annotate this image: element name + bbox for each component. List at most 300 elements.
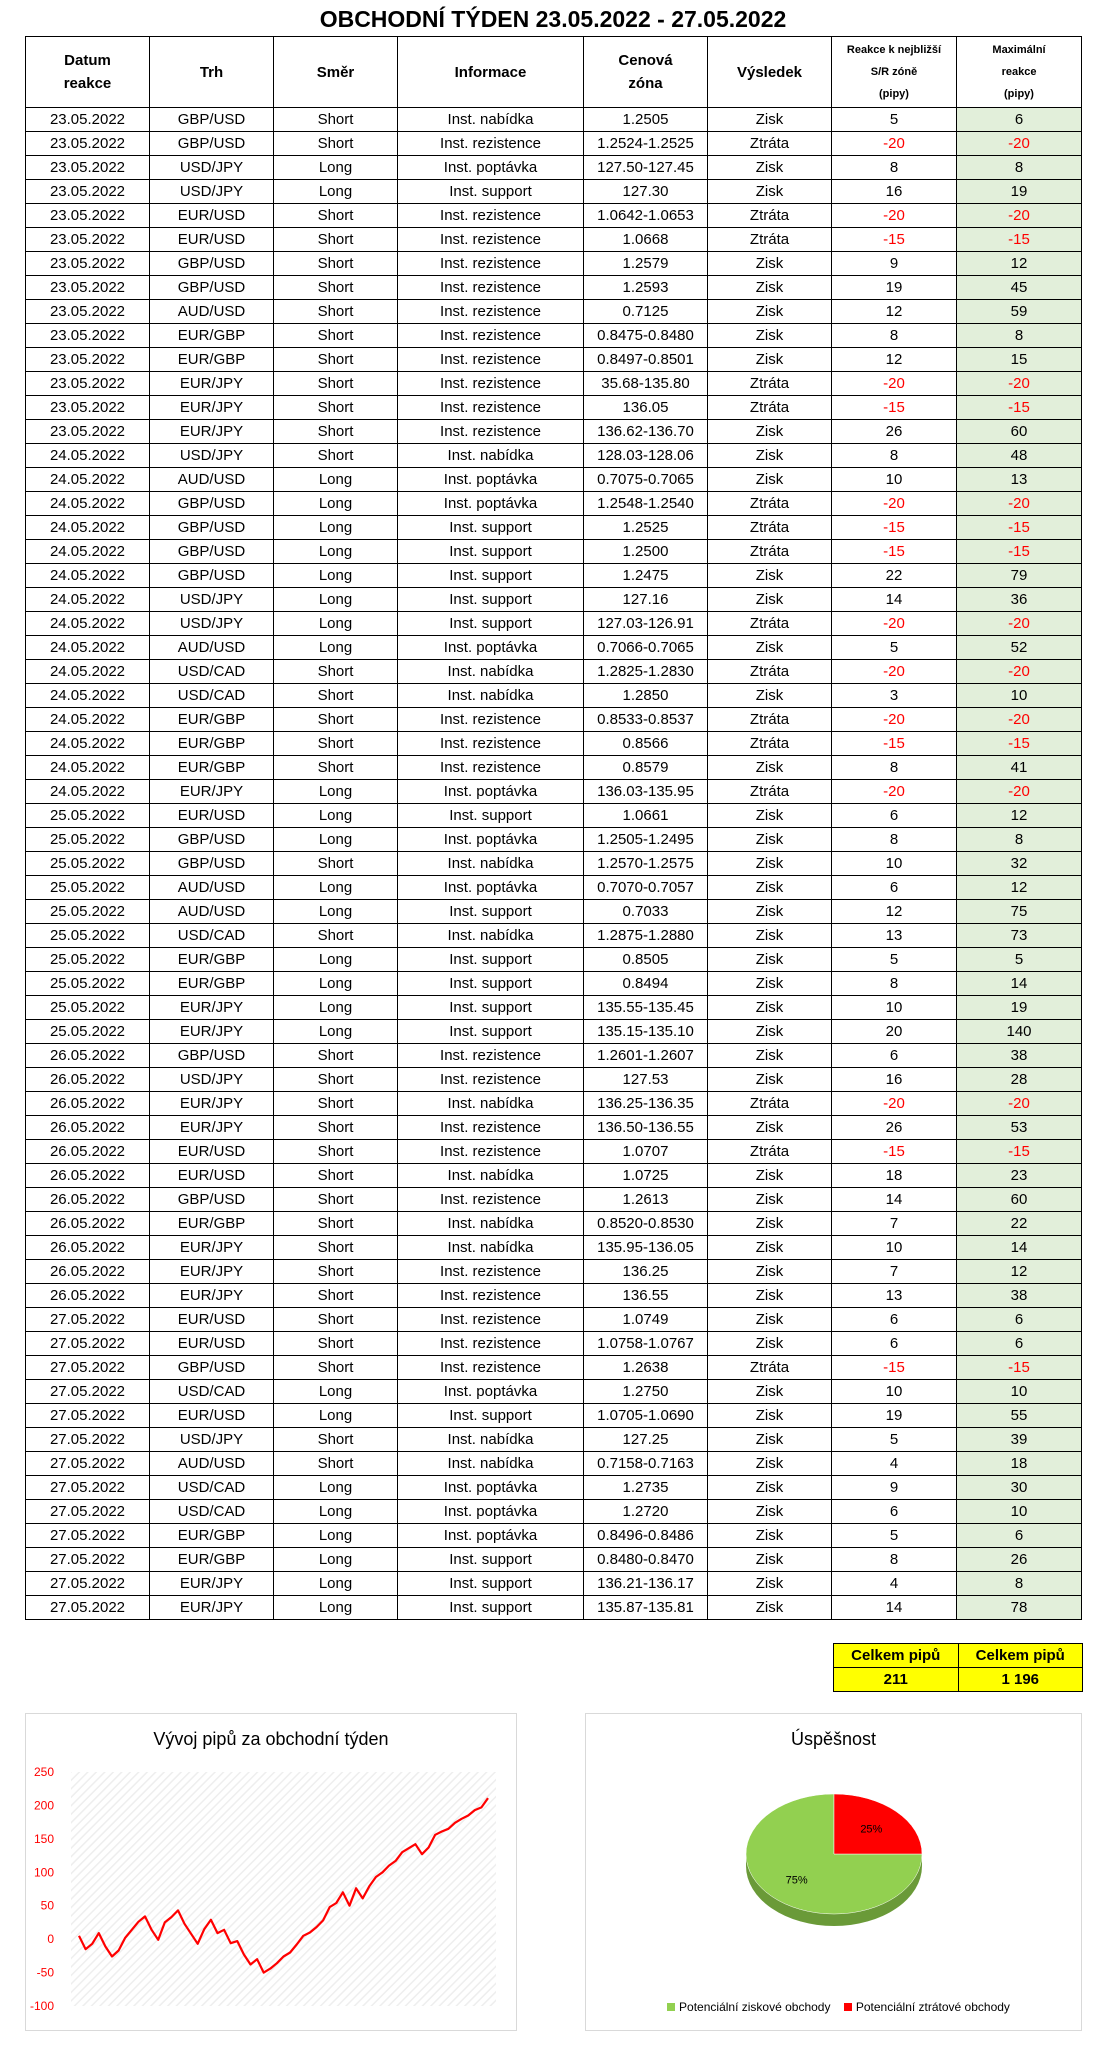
- cell-direction: Long: [274, 1380, 398, 1404]
- cell-reaction: 14: [832, 1188, 957, 1212]
- cell-result: Zisk: [708, 900, 832, 924]
- cell-info: Inst. poptávka: [398, 1476, 584, 1500]
- cell-reaction: 8: [832, 828, 957, 852]
- table-row: [26, 588, 1082, 612]
- cell-market: USD/JPY: [150, 156, 274, 180]
- cell-max-reaction: 15: [957, 348, 1082, 372]
- pie-chart-plot: [586, 1714, 1081, 2030]
- cell-price-zone: 1.2570-1.2575: [584, 852, 708, 876]
- table-row: [26, 804, 1082, 828]
- cell-max-reaction: 8: [957, 828, 1082, 852]
- cell-market: USD/CAD: [150, 1476, 274, 1500]
- table-row: [26, 276, 1082, 300]
- table-row: [26, 468, 1082, 492]
- cell-direction: Short: [274, 132, 398, 156]
- cell-result: Zisk: [708, 1212, 832, 1236]
- cell-info: Inst. rezistence: [398, 1116, 584, 1140]
- table-row: [26, 540, 1082, 564]
- table-row: [26, 636, 1082, 660]
- cell-direction: Short: [274, 1308, 398, 1332]
- cell-direction: Short: [274, 396, 398, 420]
- cell-max-reaction: 6: [957, 1308, 1082, 1332]
- cell-info: Inst. rezistence: [398, 252, 584, 276]
- cell-market: GBP/USD: [150, 852, 274, 876]
- cell-price-zone: 0.8497-0.8501: [584, 348, 708, 372]
- table-row: [26, 876, 1082, 900]
- cell-result: Zisk: [708, 1044, 832, 1068]
- cell-direction: Short: [274, 1332, 398, 1356]
- table-row: [26, 900, 1082, 924]
- cell-direction: Long: [274, 588, 398, 612]
- cell-direction: Long: [274, 492, 398, 516]
- cell-direction: Short: [274, 1284, 398, 1308]
- cell-date: 24.05.2022: [26, 516, 150, 540]
- cell-info: Inst. support: [398, 972, 584, 996]
- cell-price-zone: 1.2548-1.2540: [584, 492, 708, 516]
- cell-date: 27.05.2022: [26, 1596, 150, 1620]
- cell-max-reaction: 140: [957, 1020, 1082, 1044]
- cell-direction: Short: [274, 756, 398, 780]
- cell-price-zone: 0.7066-0.7065: [584, 636, 708, 660]
- cell-market: GBP/USD: [150, 516, 274, 540]
- cell-reaction: 3: [832, 684, 957, 708]
- cell-max-reaction: 8: [957, 1572, 1082, 1596]
- cell-max-reaction: 10: [957, 1380, 1082, 1404]
- pie-chart-title: Úspěšnost: [790, 1729, 877, 1749]
- cell-max-reaction: 75: [957, 900, 1082, 924]
- cell-direction: Short: [274, 1164, 398, 1188]
- cell-reaction: 16: [832, 1068, 957, 1092]
- table-row: [26, 348, 1082, 372]
- cell-market: GBP/USD: [150, 276, 274, 300]
- cell-reaction: 5: [832, 108, 957, 132]
- cell-reaction: 5: [832, 948, 957, 972]
- cell-max-reaction: -15: [957, 396, 1082, 420]
- cell-date: 26.05.2022: [26, 1068, 150, 1092]
- cell-market: EUR/JPY: [150, 996, 274, 1020]
- cell-market: GBP/USD: [150, 492, 274, 516]
- cell-price-zone: 135.87-135.81: [584, 1596, 708, 1620]
- cell-info: Inst. poptávka: [398, 1524, 584, 1548]
- cell-direction: Short: [274, 924, 398, 948]
- table-row: [26, 564, 1082, 588]
- cell-max-reaction: 78: [957, 1596, 1082, 1620]
- cell-result: Zisk: [708, 564, 832, 588]
- cell-info: Inst. nabídka: [398, 684, 584, 708]
- cell-max-reaction: 5: [957, 948, 1082, 972]
- cell-direction: Short: [274, 708, 398, 732]
- cell-direction: Long: [274, 636, 398, 660]
- cell-result: Zisk: [708, 756, 832, 780]
- table-row: [26, 1428, 1082, 1452]
- table-row: [26, 1116, 1082, 1140]
- cell-price-zone: 127.53: [584, 1068, 708, 1092]
- cell-info: Inst. rezistence: [398, 204, 584, 228]
- cell-market: EUR/GBP: [150, 1524, 274, 1548]
- cell-max-reaction: 36: [957, 588, 1082, 612]
- cell-direction: Long: [274, 1404, 398, 1428]
- cell-date: 24.05.2022: [26, 540, 150, 564]
- cell-date: 26.05.2022: [26, 1140, 150, 1164]
- cell-date: 27.05.2022: [26, 1332, 150, 1356]
- header-market: Trh: [150, 37, 274, 108]
- cell-market: EUR/USD: [150, 1308, 274, 1332]
- cell-price-zone: 1.2601-1.2607: [584, 1044, 708, 1068]
- cell-info: Inst. rezistence: [398, 1356, 584, 1380]
- cell-info: Inst. poptávka: [398, 828, 584, 852]
- header-direction: Směr: [274, 37, 398, 108]
- cell-reaction: -15: [832, 1356, 957, 1380]
- cell-max-reaction: 10: [957, 1500, 1082, 1524]
- cell-price-zone: 1.2825-1.2830: [584, 660, 708, 684]
- cell-max-reaction: 12: [957, 1260, 1082, 1284]
- cell-result: Ztráta: [708, 540, 832, 564]
- cell-reaction: 9: [832, 1476, 957, 1500]
- cell-date: 24.05.2022: [26, 444, 150, 468]
- y-tick-label: 100: [33, 1865, 54, 1880]
- cell-price-zone: 0.7125: [584, 300, 708, 324]
- cell-result: Ztráta: [708, 612, 832, 636]
- cell-market: GBP/USD: [150, 132, 274, 156]
- cell-price-zone: 1.0725: [584, 1164, 708, 1188]
- cell-info: Inst. nabídka: [398, 1212, 584, 1236]
- cell-date: 25.05.2022: [26, 1020, 150, 1044]
- cell-max-reaction: 22: [957, 1212, 1082, 1236]
- cell-price-zone: 1.2613: [584, 1188, 708, 1212]
- cell-price-zone: 1.2524-1.2525: [584, 132, 708, 156]
- cell-date: 24.05.2022: [26, 636, 150, 660]
- table-row: [26, 1140, 1082, 1164]
- cell-direction: Long: [274, 516, 398, 540]
- cell-date: 27.05.2022: [26, 1308, 150, 1332]
- cell-direction: Long: [274, 1476, 398, 1500]
- table-row: [26, 1260, 1082, 1284]
- cell-info: Inst. rezistence: [398, 1284, 584, 1308]
- cell-date: 23.05.2022: [26, 300, 150, 324]
- cell-info: Inst. support: [398, 900, 584, 924]
- cell-direction: Short: [274, 204, 398, 228]
- cell-direction: Long: [274, 180, 398, 204]
- cell-market: EUR/GBP: [150, 1548, 274, 1572]
- cell-direction: Long: [274, 468, 398, 492]
- cell-reaction: 8: [832, 444, 957, 468]
- cell-reaction: 12: [832, 300, 957, 324]
- cell-reaction: -20: [832, 1092, 957, 1116]
- cell-market: USD/JPY: [150, 612, 274, 636]
- cell-result: Zisk: [708, 1260, 832, 1284]
- table-row: [26, 708, 1082, 732]
- cell-price-zone: 0.8475-0.8480: [584, 324, 708, 348]
- cell-price-zone: 1.0705-1.0690: [584, 1404, 708, 1428]
- cell-price-zone: 1.0707: [584, 1140, 708, 1164]
- cell-result: Zisk: [708, 276, 832, 300]
- cell-market: EUR/USD: [150, 1332, 274, 1356]
- cell-price-zone: 0.7070-0.7057: [584, 876, 708, 900]
- cell-max-reaction: 52: [957, 636, 1082, 660]
- cell-direction: Short: [274, 660, 398, 684]
- cell-reaction: 26: [832, 420, 957, 444]
- table-row: [26, 1044, 1082, 1068]
- cell-price-zone: 35.68-135.80: [584, 372, 708, 396]
- cell-direction: Long: [274, 1596, 398, 1620]
- pie-chart: [585, 1713, 1082, 2031]
- cell-max-reaction: 73: [957, 924, 1082, 948]
- cell-direction: Long: [274, 156, 398, 180]
- cell-market: EUR/JPY: [150, 1092, 274, 1116]
- cell-max-reaction: 26: [957, 1548, 1082, 1572]
- cell-date: 23.05.2022: [26, 276, 150, 300]
- cell-result: Ztráta: [708, 204, 832, 228]
- cell-direction: Long: [274, 1572, 398, 1596]
- cell-reaction: -15: [832, 396, 957, 420]
- cell-reaction: 13: [832, 1284, 957, 1308]
- cell-reaction: -20: [832, 708, 957, 732]
- cell-date: 23.05.2022: [26, 396, 150, 420]
- cell-result: Ztráta: [708, 708, 832, 732]
- cell-date: 27.05.2022: [26, 1428, 150, 1452]
- cell-max-reaction: 39: [957, 1428, 1082, 1452]
- cell-direction: Long: [274, 972, 398, 996]
- cell-reaction: -20: [832, 612, 957, 636]
- cell-price-zone: 1.2750: [584, 1380, 708, 1404]
- cell-market: USD/JPY: [150, 444, 274, 468]
- cell-result: Zisk: [708, 996, 832, 1020]
- cell-result: Zisk: [708, 972, 832, 996]
- cell-info: Inst. support: [398, 1020, 584, 1044]
- cell-info: Inst. support: [398, 180, 584, 204]
- cell-result: Zisk: [708, 444, 832, 468]
- cell-reaction: 10: [832, 1236, 957, 1260]
- cell-info: Inst. nabídka: [398, 660, 584, 684]
- y-tick-label: 250: [33, 1765, 54, 1779]
- table-row: [26, 444, 1082, 468]
- cell-direction: Short: [274, 732, 398, 756]
- table-row: [26, 1092, 1082, 1116]
- cell-price-zone: 135.15-135.10: [584, 1020, 708, 1044]
- cell-max-reaction: 8: [957, 324, 1082, 348]
- cell-info: Inst. nabídka: [398, 1092, 584, 1116]
- cell-reaction: 10: [832, 1380, 957, 1404]
- table-row: [26, 684, 1082, 708]
- cell-max-reaction: 13: [957, 468, 1082, 492]
- cell-info: Inst. rezistence: [398, 1140, 584, 1164]
- cell-market: USD/CAD: [150, 924, 274, 948]
- table-row: [26, 1500, 1082, 1524]
- cell-market: USD/CAD: [150, 1500, 274, 1524]
- cell-direction: Short: [274, 1260, 398, 1284]
- cell-direction: Short: [274, 276, 398, 300]
- cell-market: EUR/GBP: [150, 324, 274, 348]
- cell-reaction: 5: [832, 636, 957, 660]
- cell-max-reaction: -20: [957, 612, 1082, 636]
- header-max-reaction: Maximální reakce (pipy): [957, 37, 1082, 108]
- cell-date: 26.05.2022: [26, 1044, 150, 1068]
- cell-price-zone: 136.50-136.55: [584, 1116, 708, 1140]
- cell-result: Ztráta: [708, 396, 832, 420]
- cell-reaction: -20: [832, 132, 957, 156]
- cell-info: Inst. poptávka: [398, 1380, 584, 1404]
- table-row: [26, 972, 1082, 996]
- cell-date: 23.05.2022: [26, 420, 150, 444]
- total-value-max: 1 196: [958, 1668, 1083, 1692]
- cell-max-reaction: 10: [957, 684, 1082, 708]
- cell-reaction: 9: [832, 252, 957, 276]
- table-row: [26, 516, 1082, 540]
- cell-date: 25.05.2022: [26, 804, 150, 828]
- cell-price-zone: 127.16: [584, 588, 708, 612]
- table-row: [26, 1332, 1082, 1356]
- cell-reaction: 22: [832, 564, 957, 588]
- cell-direction: Long: [274, 540, 398, 564]
- cell-max-reaction: -20: [957, 372, 1082, 396]
- y-tick-label: -50: [36, 1965, 54, 1980]
- cell-market: USD/JPY: [150, 1428, 274, 1452]
- cell-info: Inst. rezistence: [398, 276, 584, 300]
- total-value-reaction: 211: [834, 1668, 959, 1692]
- cell-direction: Long: [274, 828, 398, 852]
- cell-max-reaction: 6: [957, 1524, 1082, 1548]
- cell-result: Zisk: [708, 324, 832, 348]
- cell-result: Zisk: [708, 1452, 832, 1476]
- y-tick-label: 50: [40, 1898, 54, 1913]
- cell-price-zone: 136.05: [584, 396, 708, 420]
- cell-info: Inst. rezistence: [398, 132, 584, 156]
- cell-max-reaction: 32: [957, 852, 1082, 876]
- cell-info: Inst. nabídka: [398, 1452, 584, 1476]
- cell-reaction: 6: [832, 1500, 957, 1524]
- cell-reaction: 19: [832, 276, 957, 300]
- cell-info: Inst. rezistence: [398, 1260, 584, 1284]
- cell-reaction: 19: [832, 1404, 957, 1428]
- cell-date: 24.05.2022: [26, 492, 150, 516]
- cell-reaction: 14: [832, 588, 957, 612]
- cell-date: 25.05.2022: [26, 996, 150, 1020]
- table-row: [26, 828, 1082, 852]
- cell-result: Ztráta: [708, 660, 832, 684]
- cell-reaction: 26: [832, 1116, 957, 1140]
- cell-info: Inst. poptávka: [398, 468, 584, 492]
- cell-price-zone: 1.2500: [584, 540, 708, 564]
- cell-reaction: 8: [832, 324, 957, 348]
- cell-market: EUR/GBP: [150, 1212, 274, 1236]
- cell-price-zone: 136.62-136.70: [584, 420, 708, 444]
- table-row: [26, 252, 1082, 276]
- cell-direction: Short: [274, 1212, 398, 1236]
- cell-market: GBP/USD: [150, 540, 274, 564]
- table-row: [26, 1212, 1082, 1236]
- cell-reaction: 6: [832, 804, 957, 828]
- cell-market: EUR/JPY: [150, 1020, 274, 1044]
- cell-direction: Short: [274, 372, 398, 396]
- table-row: [26, 324, 1082, 348]
- cell-price-zone: 1.0661: [584, 804, 708, 828]
- cell-reaction: 7: [832, 1212, 957, 1236]
- table-row: [26, 756, 1082, 780]
- cell-price-zone: 1.2850: [584, 684, 708, 708]
- cell-direction: Short: [274, 684, 398, 708]
- cell-direction: Short: [274, 1140, 398, 1164]
- cell-date: 25.05.2022: [26, 876, 150, 900]
- table-row: [26, 1236, 1082, 1260]
- cell-date: 24.05.2022: [26, 756, 150, 780]
- cell-result: Zisk: [708, 1308, 832, 1332]
- cell-result: Zisk: [708, 180, 832, 204]
- cell-result: Zisk: [708, 804, 832, 828]
- table-body: [26, 108, 1082, 1620]
- cell-market: EUR/USD: [150, 1164, 274, 1188]
- table-row: [26, 1548, 1082, 1572]
- cell-date: 24.05.2022: [26, 588, 150, 612]
- cell-market: AUD/USD: [150, 900, 274, 924]
- header-info: Informace: [398, 37, 584, 108]
- cell-date: 26.05.2022: [26, 1188, 150, 1212]
- cell-date: 27.05.2022: [26, 1476, 150, 1500]
- cell-max-reaction: -15: [957, 540, 1082, 564]
- cell-info: Inst. rezistence: [398, 1044, 584, 1068]
- cell-market: GBP/USD: [150, 108, 274, 132]
- cell-info: Inst. rezistence: [398, 396, 584, 420]
- cell-result: Ztráta: [708, 1356, 832, 1380]
- cell-reaction: -20: [832, 492, 957, 516]
- table-row: [26, 852, 1082, 876]
- cell-direction: Long: [274, 876, 398, 900]
- cell-market: USD/JPY: [150, 180, 274, 204]
- cell-info: Inst. support: [398, 588, 584, 612]
- cell-result: Zisk: [708, 1548, 832, 1572]
- cell-info: Inst. poptávka: [398, 156, 584, 180]
- cell-market: EUR/USD: [150, 1404, 274, 1428]
- cell-max-reaction: 45: [957, 276, 1082, 300]
- cell-max-reaction: -15: [957, 1356, 1082, 1380]
- cell-reaction: 14: [832, 1596, 957, 1620]
- cell-info: Inst. rezistence: [398, 348, 584, 372]
- cell-info: Inst. rezistence: [398, 756, 584, 780]
- cell-info: Inst. support: [398, 564, 584, 588]
- cell-market: EUR/JPY: [150, 1236, 274, 1260]
- cell-result: Zisk: [708, 1524, 832, 1548]
- cell-date: 23.05.2022: [26, 132, 150, 156]
- cell-date: 26.05.2022: [26, 1260, 150, 1284]
- cell-direction: Short: [274, 852, 398, 876]
- cell-max-reaction: 59: [957, 300, 1082, 324]
- table-row: [26, 1596, 1082, 1620]
- cell-info: Inst. support: [398, 804, 584, 828]
- cell-direction: Long: [274, 948, 398, 972]
- cell-max-reaction: -20: [957, 780, 1082, 804]
- cell-market: GBP/USD: [150, 828, 274, 852]
- cell-market: GBP/USD: [150, 252, 274, 276]
- table-row: [26, 1188, 1082, 1212]
- cell-price-zone: 136.25: [584, 1260, 708, 1284]
- cell-reaction: 12: [832, 348, 957, 372]
- cell-date: 23.05.2022: [26, 324, 150, 348]
- cell-info: Inst. support: [398, 1404, 584, 1428]
- cell-reaction: -20: [832, 660, 957, 684]
- table-header-row: [26, 37, 1082, 108]
- cell-price-zone: 1.0758-1.0767: [584, 1332, 708, 1356]
- cell-result: Zisk: [708, 1596, 832, 1620]
- cell-result: Zisk: [708, 948, 832, 972]
- table-row: [26, 1164, 1082, 1188]
- cell-direction: Long: [274, 612, 398, 636]
- cell-price-zone: 136.21-136.17: [584, 1572, 708, 1596]
- cell-market: EUR/GBP: [150, 732, 274, 756]
- cell-price-zone: 1.2593: [584, 276, 708, 300]
- cell-date: 26.05.2022: [26, 1284, 150, 1308]
- cell-info: Inst. rezistence: [398, 228, 584, 252]
- cell-max-reaction: 30: [957, 1476, 1082, 1500]
- cell-date: 24.05.2022: [26, 468, 150, 492]
